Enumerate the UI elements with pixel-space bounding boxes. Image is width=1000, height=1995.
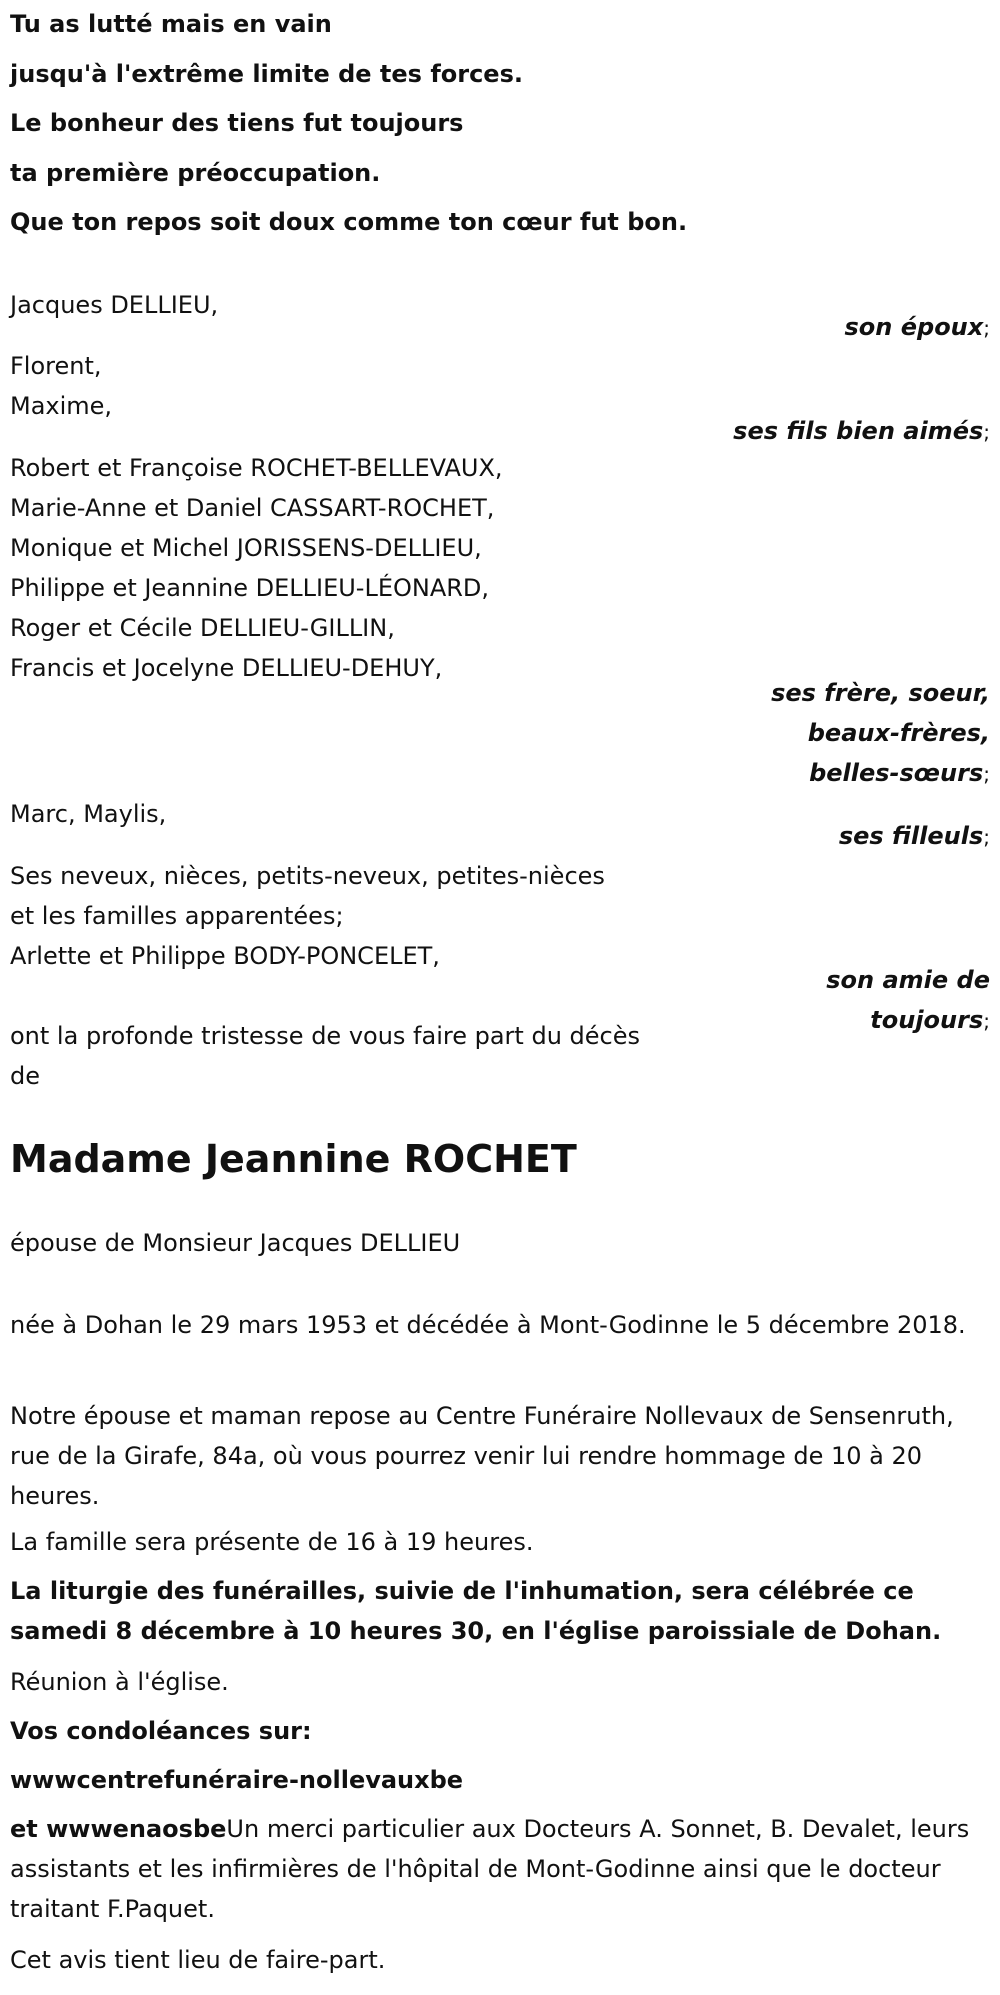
family-presence-line: La famille sera présente de 16 à 19 heures. (10, 1528, 534, 1556)
poem-line: Le bonheur des tiens fut toujours (10, 109, 464, 137)
sibling-couple: Monique et Michel JORISSENS-DELLIEU, (10, 534, 482, 562)
poem-line: ta première préoccupation. (10, 158, 381, 187)
friend-relation-line: toujours; (870, 1006, 990, 1034)
rest-place-paragraph: Notre épouse et maman repose au Centre Funéraire Nollevaux de Sensenruth, rue de la Girafe, 84a, où vous pourrez venir lui rendre hommage de 10 à 20 heures. (10, 1402, 954, 1510)
extended-family-line: et les familles apparentées; (10, 902, 344, 930)
friend-relation-line: son amie de (826, 966, 990, 994)
deceased-name: Madame Jeannine ROCHET (10, 1137, 577, 1181)
birth-death-paragraph: née à Dohan le 29 mars 1953 et décédée à Mont-Godinne le 5 décembre 2018. (10, 1311, 966, 1339)
closing-line: Cet avis tient lieu de faire-part. (10, 1946, 386, 1974)
extended-family-line: Ses neveux, nièces, petits-neveux, petites-nièces (10, 862, 605, 890)
godchildren-relation: ses filleuls; (838, 822, 990, 850)
poem (10, 0, 990, 248)
sibling-couple: Francis et Jocelyne DELLIEU-DEHUY, (10, 654, 443, 682)
poem-line: Tu as lutté mais en vain (10, 10, 332, 38)
sibling-couple: Robert et Françoise ROCHET-BELLEVAUX, (10, 454, 503, 482)
condolences-label: Vos condoléances sur: (10, 1717, 312, 1745)
friend-names: Arlette et Philippe BODY-PONCELET, (10, 942, 440, 970)
poem-line: jusqu'à l'extrême limite de tes forces. (10, 59, 523, 88)
announcement-intro-line: de (10, 1062, 40, 1090)
thanks-paragraph (10, 1809, 990, 1929)
sibling-couple: Philippe et Jeannine DELLIEU-LÉONARD, (10, 574, 490, 602)
sons-relation: ses fils bien aimés; (733, 417, 990, 445)
son-name: Florent, (10, 352, 102, 380)
spouse-relation: son époux; (844, 313, 990, 341)
sibling-couple: Marie-Anne et Daniel CASSART-ROCHET, (10, 494, 495, 522)
poem-line: Que ton repos soit doux comme ton cœur fut bon. (10, 208, 688, 236)
godchildren-names: Marc, Maylis, (10, 800, 167, 828)
siblings-relation-line: belles-sœurs; (809, 759, 990, 787)
son-name: Maxime, (10, 392, 113, 420)
thanks-text: Un merci particulier aux Docteurs A. Sonnet, B. Devalet, leurs assistants et les infirmières de l'hôpital de Mont-Godinne ainsi que le docteur traitant F.Paquet. (10, 1815, 970, 1923)
condolences-site-link[interactable]: wwwcentrefunéraire-nollevauxbe (10, 1766, 464, 1794)
siblings-relation-line: ses frère, soeur, (771, 679, 990, 707)
liturgy-paragraph: La liturgie des funérailles, suivie de l'inhumation, sera célébrée ce samedi 8 décembre à 10 heures 30, en l'église paroissiale de Dohan. (10, 1577, 942, 1645)
spouse-name: Jacques DELLIEU, (10, 291, 219, 319)
meeting-line: Réunion à l'église. (10, 1668, 229, 1696)
sibling-couple: Roger et Cécile DELLIEU-GILLIN, (10, 614, 395, 642)
obituary-page (10, 0, 990, 1995)
condolences-site-link-2[interactable]: et wwwenaosbe (10, 1815, 227, 1843)
announcement-intro-line: ont la profonde tristesse de vous faire part du décès (10, 1022, 640, 1050)
siblings-relation-line: beaux-frères, (807, 719, 990, 747)
spouse-of-line: épouse de Monsieur Jacques DELLIEU (10, 1229, 461, 1257)
